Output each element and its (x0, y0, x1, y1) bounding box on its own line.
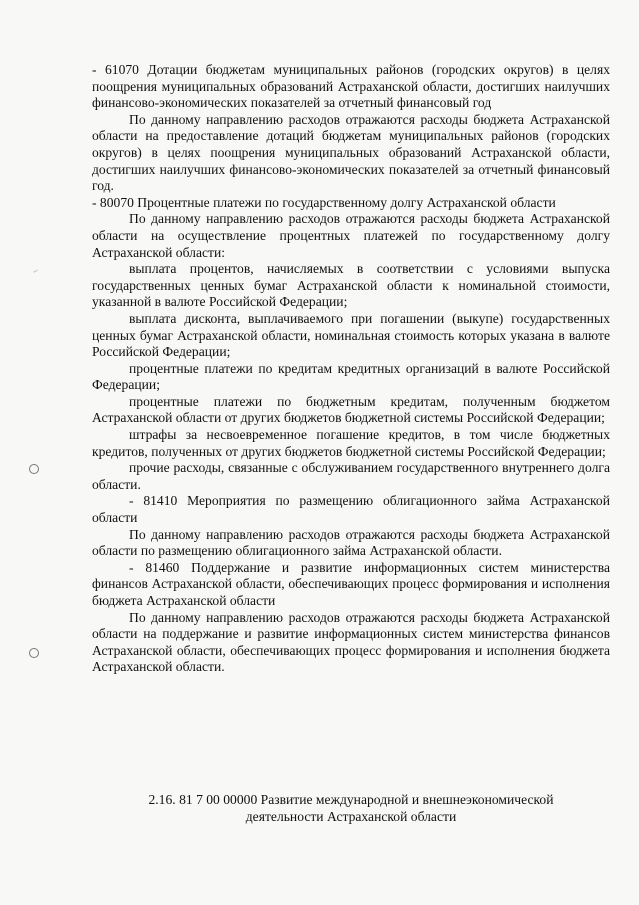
paragraph: По данному направлению расходов отражаются расходы бюджета Астраханской области на предоставление дотаций бюджетам муниципальных районов (городских округов) в целях поощрения муниципальных образований Астраханской области, достигших наилучших финансово-экономических показателей за отчетный финансовый год. (92, 111, 610, 194)
paragraph: процентные платежи по бюджетным кредитам, полученным бюджетом Астраханской области от других бюджетов бюджетной системы Российской Федерации; (92, 393, 610, 426)
paragraph: По данному направлению расходов отражаются расходы бюджета Астраханской области на осуществление процентных платежей по государственному долгу Астраханской области: (92, 211, 610, 260)
paragraph: выплата дисконта, выплачиваемого при погашении (выкупе) государственных ценных бумаг Астраханской области, номинальная стоимость которых указана в валюте Российской Федерации; (92, 310, 610, 360)
punch-hole-mark (29, 464, 39, 474)
section-heading (92, 791, 610, 825)
paragraph: - 61070 Дотации бюджетам муниципальных районов (городских округов) в целях поощрения муниципальных образований Астраханской области, достигших наилучших финансово-экономических показателей за отчетный финансовый год (92, 62, 610, 111)
margin-mark: ~ (30, 265, 41, 277)
paragraph: выплата процентов, начисляемых в соответствии с условиями выпуска государственных ценных бумаг Астраханской области к номинальной стоимости, указанной в валюте Российской Федерации; (92, 261, 610, 310)
paragraph: процентные платежи по кредитам кредитных организаций в валюте Российской Федерации; (92, 360, 610, 393)
paragraph: По данному направлению расходов отражаются расходы бюджета Астраханской области на поддержание и развитие информационных систем министерства финансов Астраханской области, обеспечивающих процесс формирования и исполнения бюджета Астраханской области. (92, 609, 610, 675)
paragraph: По данному направлению расходов отражаются расходы бюджета Астраханской области по размещению облигационного займа Астраханской области. (92, 526, 610, 559)
paragraph: - 80070 Процентные платежи по государственному долгу Астраханской области (92, 194, 556, 210)
paragraph: прочие расходы, связанные с обслуживанием государственного внутреннего долга области. (92, 460, 610, 492)
punch-hole-mark (29, 648, 39, 658)
paragraph: - 81410 Мероприятия по размещению облигационного займа Астраханской области (92, 493, 610, 526)
document-body (92, 62, 610, 676)
section-heading-line: 2.16. 81 7 00 00000 Развитие международной и внешнеэкономической (148, 792, 554, 807)
section-heading-line: деятельности Астраханской области (245, 809, 457, 824)
paragraph: - 81460 Поддержание и развитие информационных систем министерства финансов Астраханской области, обеспечивающих процесс формирования и исполнения бюджета Астраханской области (92, 559, 610, 608)
paragraph: штрафы за несвоевременное погашение кредитов, в том числе бюджетных кредитов, полученных от других бюджетов бюджетной системы Российской Федерации; (92, 427, 610, 459)
